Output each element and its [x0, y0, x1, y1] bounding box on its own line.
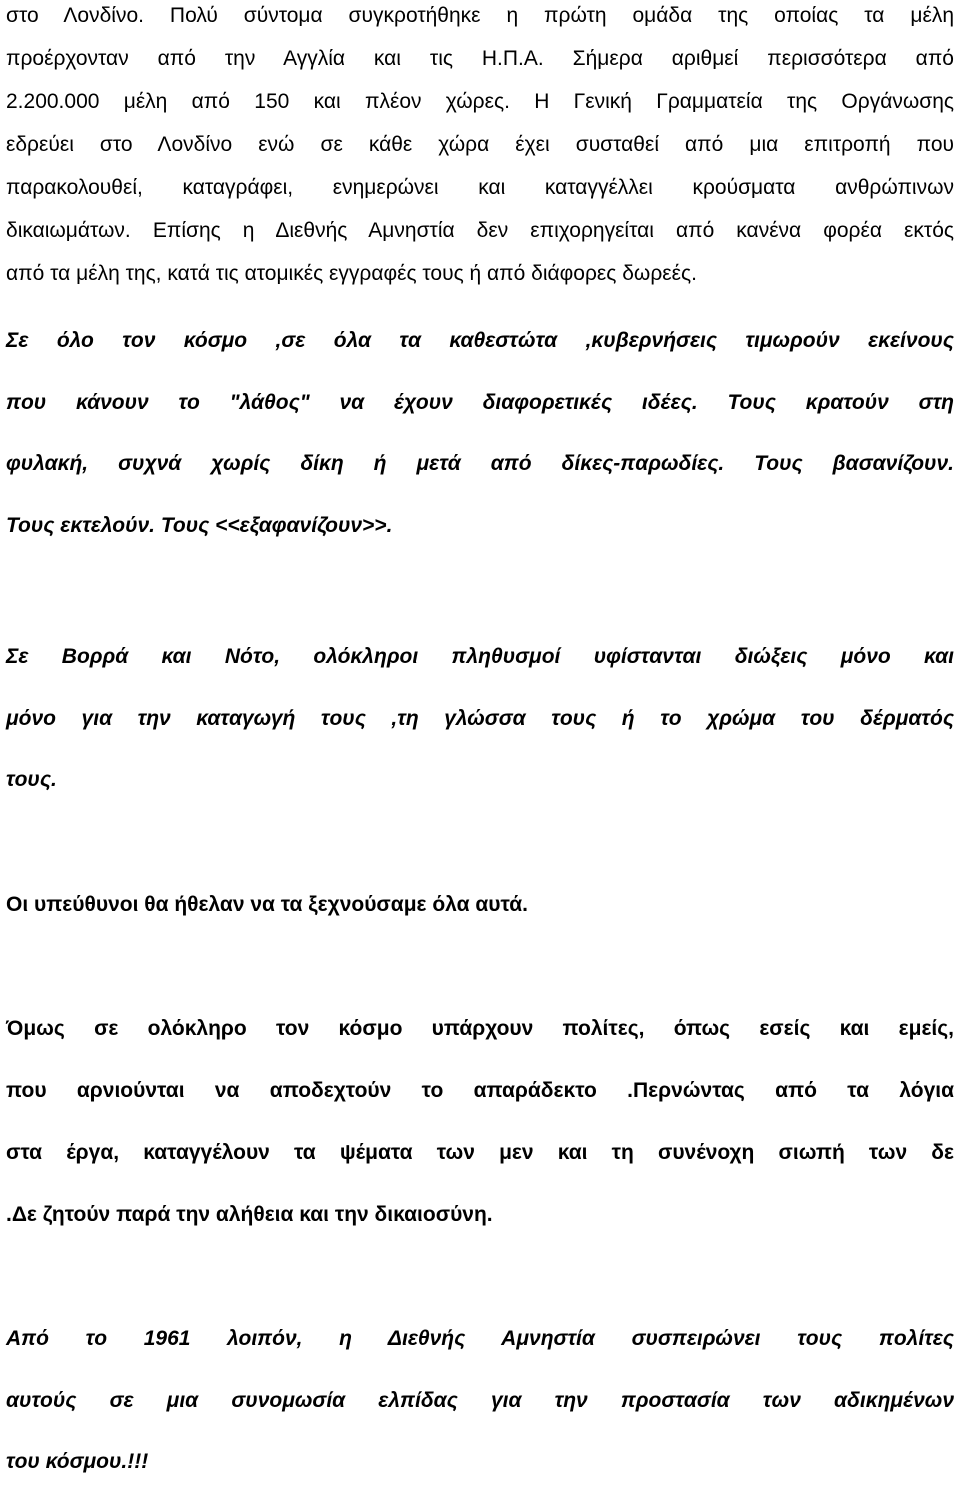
text-line: δικαιωμάτων. Επίσης η Διεθνής Αμνηστία δεν επιχορηγείται από κανένα φορέα εκτός [6, 219, 954, 242]
text-line: 2.200.000 μέλη από 150 και πλέον χώρες. Η Γενική Γραμματεία της Οργάνωσης [6, 90, 954, 113]
text-line: στο Λονδίνο. Πολύ σύντομα συγκροτήθηκε η πρώτη ομάδα της οποίας τα μέλη [6, 4, 954, 27]
text-line: Από το 1961 λοιπόν, η Διεθνής Αμνηστία συσπειρώνει τους πολίτες [6, 1327, 954, 1350]
paragraph-since-1961 [6, 1308, 954, 1493]
text-line: εδρεύει στο Λονδίνο ενώ σε κάθε χώρα έχει συσταθεί από μια επιτροπή που [6, 133, 954, 156]
text-line: που αρνιούνται να αποδεχτούν το απαράδεκτο .Περνώντας από τα λόγια [6, 1079, 954, 1102]
text-line: Οι υπεύθυνοι θα ήθελαν να τα ξεχνούσαμε όλα αυτά. [6, 893, 529, 916]
text-line: τους. [6, 768, 57, 791]
text-line: παρακολουθεί, καταγράφει, ενημερώνει και καταγγέλλει κρούσματα ανθρώπινων [6, 176, 954, 199]
paragraph-north-south [6, 626, 954, 811]
text-line: Τους εκτελούν. Τους <<εξαφανίζουν>>. [6, 513, 393, 537]
text-line: αυτούς σε μια συνομωσία ελπίδας για την προστασία των αδικημένων [6, 1388, 954, 1412]
text-line: μόνο για την καταγωγή τους ,τη γλώσσα τους ή το χρώμα του δέρματός [6, 706, 954, 730]
text-line: προέρχονταν από την Αγγλία και τις Η.Π.Α. Σήμερα αριθμεί περισσότερα από [6, 47, 954, 70]
text-line: από τα μέλη της, κατά τις ατομικές εγγραφές τους ή από διάφορες δωρεές. [6, 262, 697, 285]
paragraph-persecution [6, 310, 954, 556]
paragraph-citizens [6, 998, 954, 1246]
paragraph-history [6, 0, 954, 295]
text-line: Σε όλο τον κόσμο ,σε όλα τα καθεστώτα ,κυβερνήσεις τιμωρούν εκείνους [6, 329, 954, 352]
text-line: φυλακή, συχνά χωρίς δίκη ή μετά από δίκες-παρωδίες. Τους βασανίζουν. [6, 452, 954, 475]
text-line: του κόσμου.!!! [6, 1450, 149, 1473]
paragraph-responsible [6, 874, 954, 936]
text-line: Σε Βορρά και Νότο, ολόκληροι πληθυσμοί υφίστανται διώξεις μόνο και [6, 645, 954, 668]
text-line: Όμως σε ολόκληρο τον κόσμο υπάρχουν πολίτες, όπως εσείς και εμείς, [6, 1017, 954, 1040]
text-line: .Δε ζητούν παρά την αλήθεια και την δικαιοσύνη. [6, 1203, 493, 1226]
text-line: στα έργα, καταγγέλουν τα ψέματα των μεν και τη συνένοχη σιωπή των δε [6, 1141, 954, 1164]
text-line: που κάνουν το "λάθος" να έχουν διαφορετικές ιδέες. Τους κρατούν στη [6, 390, 954, 414]
